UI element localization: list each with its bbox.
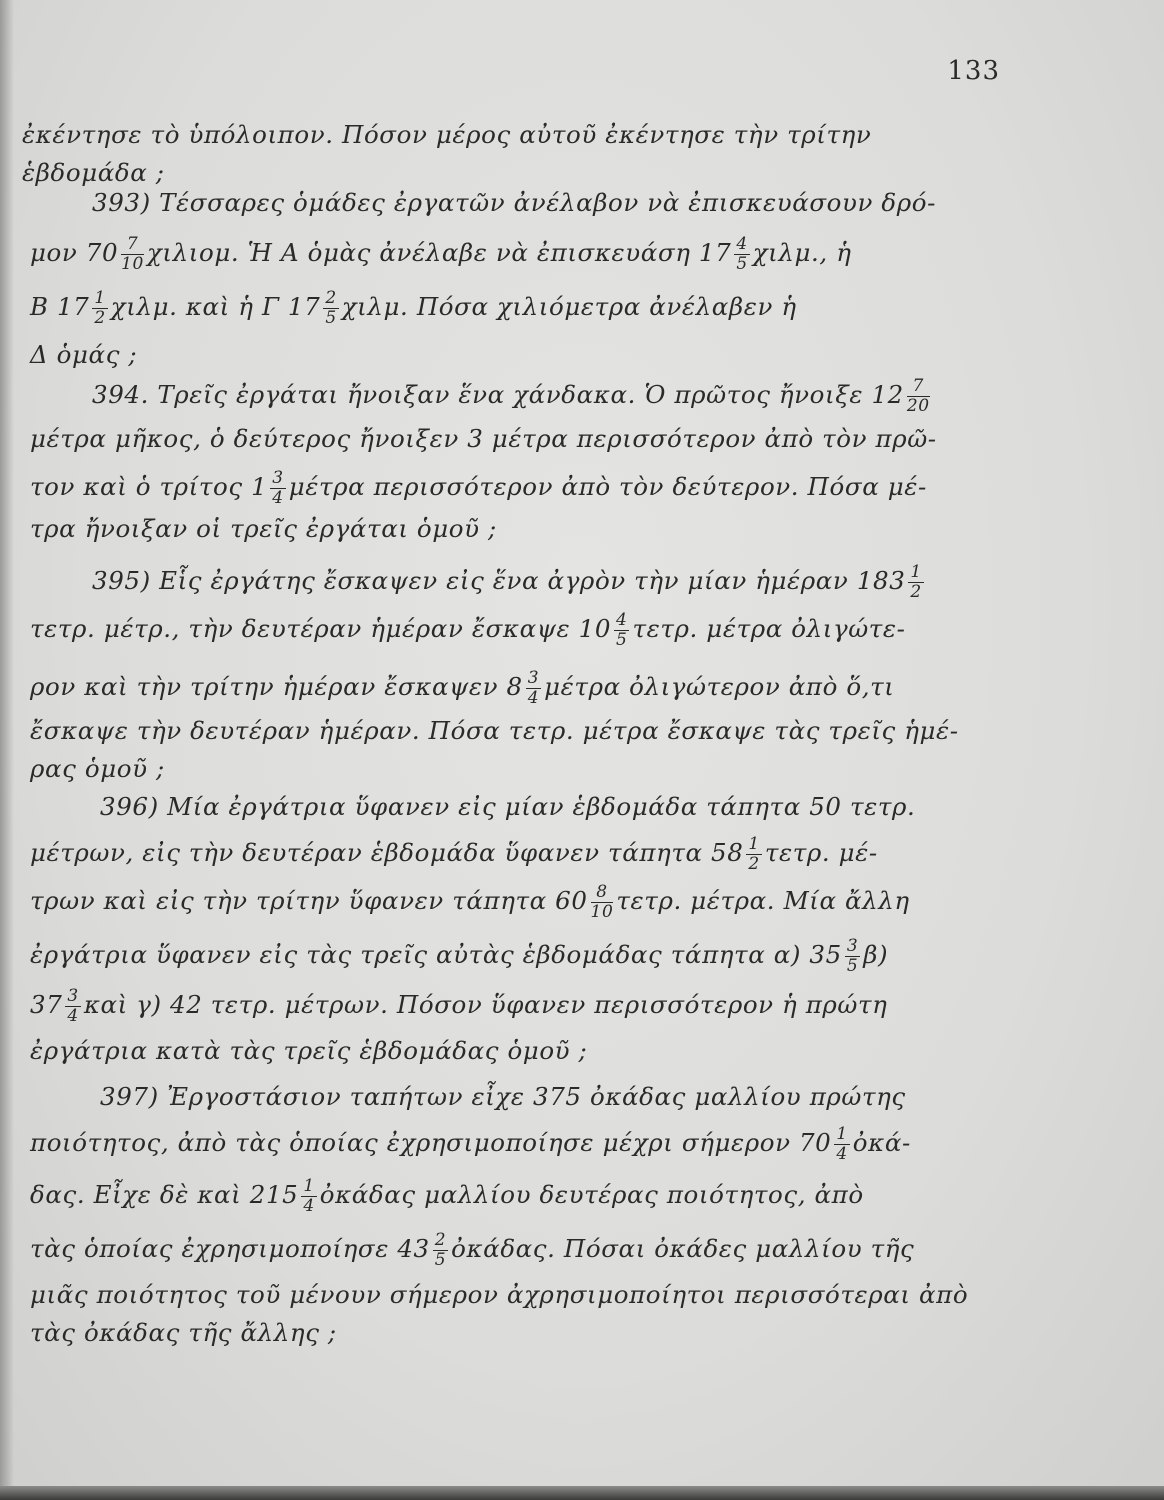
fraction-denominator: 10 xyxy=(121,254,144,274)
fraction-numerator: 2 xyxy=(434,1230,447,1250)
line-text: ἔσκαψε τὴν δευτέραν ἡμέραν. Πόσα τετρ. μέτρα ἔσκαψε τὰς τρεῖς ἡμέ- xyxy=(30,716,959,745)
fraction-numerator: 7 xyxy=(907,378,930,397)
fraction-numerator: 4 xyxy=(736,234,748,254)
line-text: β) xyxy=(863,940,889,969)
line-text: ὀκάδας μαλλίου δευτέρας ποιότητος, ἀπὸ xyxy=(319,1180,864,1209)
fraction xyxy=(526,670,541,707)
fraction-denominator: 5 xyxy=(325,308,337,328)
line-text: 395) Εἷς ἐργάτης ἔσκαψεν εἰς ἕνα ἀγρὸν τὴν μίαν ἡμέραν 183 xyxy=(92,566,906,595)
fraction-numerator: 1 xyxy=(910,562,922,582)
text-line xyxy=(100,792,915,821)
line-text: 393) Τέσσαρες ὁμάδες ἐργατῶν ἀνέλαβον νὰ ἐπισκευάσουν δρό- xyxy=(92,188,936,217)
fraction-denominator: 5 xyxy=(434,1250,447,1270)
fraction-numerator: 7 xyxy=(121,236,144,255)
fraction xyxy=(734,236,749,273)
line-text: 397) Ἐργοστάσιον ταπήτων εἶχε 375 ὀκάδας μαλλίου πρώτης xyxy=(100,1082,906,1111)
page-number: 133 xyxy=(947,56,1000,86)
line-text: 396) Μία ἐργάτρια ὕφανεν εἰς μίαν ἑβδομάδα τάπητα 50 τετρ. xyxy=(100,792,916,821)
line-text: ρον καὶ τὴν τρίτην ἡμέραν ἔσκαψεν 8 xyxy=(30,672,523,701)
text-line xyxy=(30,754,165,783)
fraction-denominator: 2 xyxy=(748,854,760,874)
fraction xyxy=(301,1178,316,1215)
fraction-denominator: 20 xyxy=(906,396,930,416)
line-text: χιλμ. καὶ ἡ Γ 17 xyxy=(110,292,321,321)
text-line xyxy=(30,612,906,649)
fraction xyxy=(907,378,930,415)
fraction xyxy=(834,1126,849,1163)
fraction-denominator: 4 xyxy=(67,1006,79,1026)
text-line xyxy=(92,188,936,217)
fraction-numerator: 3 xyxy=(67,986,79,1006)
text-line xyxy=(30,1318,337,1347)
fraction xyxy=(270,470,285,507)
line-text: τετρ. μέτρα ὀλιγώτε- xyxy=(632,614,906,643)
line-text: ρας ὁμοῦ ; xyxy=(30,754,165,783)
line-text: 394. Τρεῖς ἐργάται ἤνοιξαν ἕνα χάνδακα. Ὁ πρῶτος ἤνοιξε 12 xyxy=(92,380,904,409)
line-text: καὶ γ) 42 τετρ. μέτρων. Πόσον ὕφανεν περισσότερον ἡ πρώτη xyxy=(83,990,888,1019)
text-line xyxy=(30,1126,911,1163)
fraction-numerator: 3 xyxy=(527,668,540,688)
fraction-denominator: 2 xyxy=(94,308,106,328)
text-line xyxy=(30,836,878,873)
line-text: τὰς ὁποίας ἐχρησιμοποίησε 43 xyxy=(30,1234,430,1263)
fraction-numerator: 1 xyxy=(94,288,106,308)
text-line xyxy=(30,938,888,975)
line-text: ποιότητος, ἀπὸ τὰς ὁποίας ἐχρησιμοποίησε μέχρι σήμερον 70 xyxy=(30,1128,832,1157)
text-line xyxy=(30,424,937,453)
line-text: τὰς ὀκάδας τῆς ἄλλης ; xyxy=(30,1318,337,1347)
text-line xyxy=(22,120,871,149)
text-line xyxy=(30,236,851,273)
fraction-numerator: 3 xyxy=(272,468,284,488)
line-text: χιλμ. Πόσα χιλιόμετρα ἀνέλαβεν ἡ xyxy=(341,292,797,321)
fraction xyxy=(845,938,860,975)
text-line xyxy=(30,1178,864,1215)
line-text: μον 70 xyxy=(30,238,119,267)
fraction xyxy=(323,290,338,327)
fraction-numerator: 1 xyxy=(836,1124,848,1144)
fraction-numerator: 1 xyxy=(303,1176,315,1196)
fraction xyxy=(591,884,614,921)
fraction-numerator: 1 xyxy=(748,834,760,854)
fraction-denominator: 2 xyxy=(910,582,922,602)
line-text: τον καὶ ὁ τρίτος 1 xyxy=(30,472,268,501)
fraction xyxy=(121,236,144,273)
line-text: Β 17 xyxy=(30,292,90,321)
fraction xyxy=(92,290,107,327)
text-line xyxy=(100,1082,906,1111)
line-text: 37 xyxy=(30,990,63,1019)
fraction-denominator: 10 xyxy=(590,902,614,922)
text-line xyxy=(30,1280,968,1309)
line-text: τετρ. μέ- xyxy=(764,838,878,867)
line-text: δας. Εἶχε δὲ καὶ 215 xyxy=(30,1180,299,1209)
fraction xyxy=(908,564,923,601)
page-binding-shadow xyxy=(0,0,14,1500)
fraction xyxy=(746,836,761,873)
fraction-denominator: 5 xyxy=(616,630,628,650)
text-line xyxy=(92,378,933,415)
text-line xyxy=(30,716,959,745)
line-text: τετρ. μέτρα. Μία ἄλλη xyxy=(616,886,910,915)
line-text: μέτρα περισσότερον ἀπὸ τὸν δεύτερον. Πόσα μέ- xyxy=(288,472,927,501)
line-text: ἐργάτρια ὕφανεν εἰς τὰς τρεῖς αὐτὰς ἑβδομάδας τάπητα α) 35 xyxy=(30,940,842,969)
line-text: τρα ἤνοιξαν οἱ τρεῖς ἐργάται ὁμοῦ ; xyxy=(30,514,497,543)
text-line xyxy=(30,1232,914,1269)
fraction-denominator: 5 xyxy=(846,956,859,976)
line-text: τετρ. μέτρ., τὴν δευτέραν ἡμέραν ἔσκαψε 10 xyxy=(30,614,612,643)
line-text: μέτρα μῆκος, ὁ δεύτερος ἤνοιξεν 3 μέτρα περισσότερον ἀπὸ τὸν πρῶ- xyxy=(30,424,937,453)
text-line xyxy=(30,470,927,507)
line-text: ὀκά- xyxy=(852,1128,911,1157)
fraction xyxy=(614,612,629,649)
text-line xyxy=(30,514,497,543)
line-text: χιλμ., ἡ xyxy=(752,238,852,267)
fraction-denominator: 4 xyxy=(836,1144,848,1164)
fraction-numerator: 4 xyxy=(616,610,628,630)
fraction-numerator: 3 xyxy=(846,936,859,956)
fraction-denominator: 4 xyxy=(303,1196,315,1216)
line-text: χιλιομ. Ἡ Α ὁμὰς ἀνέλαβε νὰ ἐπισκευάση 17 xyxy=(146,238,732,267)
page-bottom-edge xyxy=(0,1486,1164,1500)
text-line xyxy=(30,670,894,707)
fraction xyxy=(433,1232,448,1269)
fraction xyxy=(65,988,80,1025)
fraction-denominator: 4 xyxy=(527,688,540,708)
fraction-numerator: 8 xyxy=(591,884,614,903)
line-text: ἐκέντησε τὸ ὑπόλοιπον. Πόσον μέρος αὐτοῦ ἐκέντησε τὴν τρίτην xyxy=(22,120,872,149)
text-line xyxy=(30,290,797,327)
text-line xyxy=(30,884,910,921)
fraction-numerator: 2 xyxy=(325,288,337,308)
text-line xyxy=(22,158,165,187)
line-text: μιᾶς ποιότητος τοῦ μένουν σήμερον ἀχρησιμοποίητοι περισσότεραι ἀπὸ xyxy=(30,1280,969,1309)
line-text: ἐργάτρια κατὰ τὰς τρεῖς ἑβδομάδας ὁμοῦ ; xyxy=(30,1036,588,1065)
text-line xyxy=(92,564,927,601)
fraction-denominator: 5 xyxy=(736,254,748,274)
line-text: τρων καὶ εἰς τὴν τρίτην ὕφανεν τάπητα 60 xyxy=(30,886,588,915)
text-line xyxy=(30,1036,587,1065)
fraction-denominator: 4 xyxy=(272,488,284,508)
line-text: ὀκάδας. Πόσαι ὀκάδες μαλλίου τῆς xyxy=(451,1234,915,1263)
line-text: μέτρα ὀλιγώτερον ἀπὸ ὅ,τι xyxy=(544,672,895,701)
text-line xyxy=(30,340,137,369)
line-text: μέτρων, εἰς τὴν δευτέραν ἑβδομάδα ὕφανεν τάπητα 58 xyxy=(30,838,744,867)
line-text: Δ ὁμάς ; xyxy=(30,340,138,369)
line-text: ἑβδομάδα ; xyxy=(22,158,165,187)
text-line xyxy=(30,988,887,1025)
